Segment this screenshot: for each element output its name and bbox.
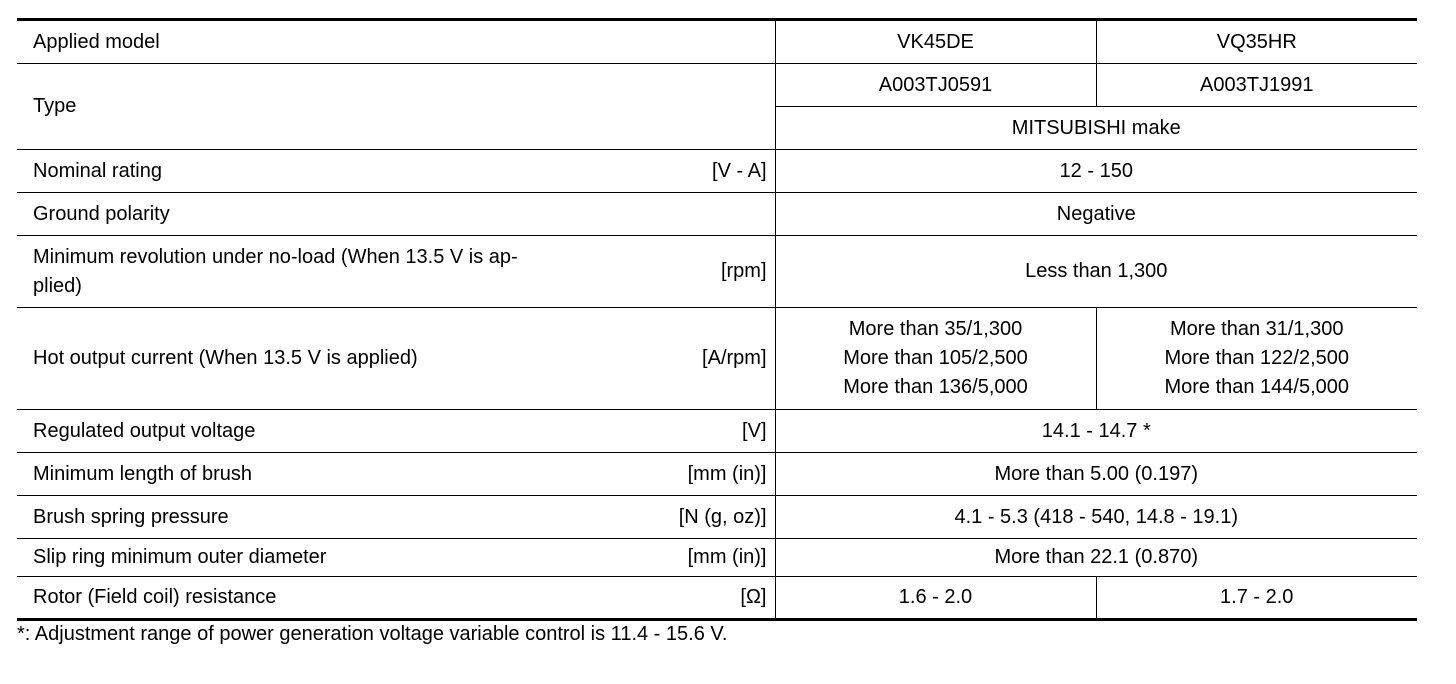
- hot-output-current-vk45de: [775, 308, 1096, 410]
- hot-output-vk45de-line: More than 35/1,300: [848, 318, 1023, 340]
- applied-model-row: [17, 20, 1417, 64]
- hot-output-vq35hr-line: More than 122/2,500: [1164, 347, 1350, 369]
- hot-output-current-unit: [A/rpm]: [617, 308, 775, 410]
- hot-output-current-row: [17, 308, 1417, 410]
- min-revolution-value: Less than 1,300: [775, 236, 1417, 308]
- rotor-resistance-unit: [Ω]: [617, 577, 775, 620]
- ground-polarity-row: [17, 193, 1417, 236]
- slip-ring-label: Slip ring minimum outer diameter: [17, 539, 617, 577]
- part-number-vk45de: A003TJ0591: [775, 64, 1096, 107]
- alternator-spec-table: [17, 18, 1417, 621]
- part-number-vq35hr: A003TJ1991: [1096, 64, 1417, 107]
- nominal-rating-value: 12 - 150: [775, 150, 1417, 193]
- hot-output-vq35hr-line: More than 31/1,300: [1170, 318, 1344, 340]
- slip-ring-row: [17, 539, 1417, 577]
- rotor-resistance-label: Rotor (Field coil) resistance: [17, 577, 617, 620]
- min-revolution-row: [17, 236, 1417, 308]
- min-revolution-label: [17, 236, 617, 308]
- model-vq35hr: VQ35HR: [1096, 20, 1417, 64]
- brush-length-row: [17, 453, 1417, 496]
- hot-output-vk45de-line: More than 105/2,500: [843, 347, 1028, 369]
- footnote: *: Adjustment range of power generation voltage variable control is 11.4 - 15.6 V.: [17, 623, 728, 645]
- brush-pressure-label: Brush spring pressure: [17, 496, 617, 539]
- hot-output-current-label: Hot output current (When 13.5 V is applied): [17, 308, 617, 410]
- slip-ring-value: More than 22.1 (0.870): [775, 539, 1417, 577]
- nominal-rating-label: Nominal rating: [17, 150, 617, 193]
- min-revolution-unit: [rpm]: [617, 236, 775, 308]
- rotor-resistance-vq35hr: 1.7 - 2.0: [1096, 577, 1417, 620]
- nominal-rating-unit: [V - A]: [617, 150, 775, 193]
- hot-output-vq35hr-line: More than 144/5,000: [1164, 376, 1350, 398]
- slip-ring-unit: [mm (in)]: [617, 539, 775, 577]
- hot-output-current-vq35hr: [1096, 308, 1417, 410]
- ground-polarity-value: Negative: [775, 193, 1417, 236]
- type-label: Type: [17, 64, 775, 150]
- min-revolution-label-line1: Minimum revolution under no-load (When 13.5 V is ap-: [33, 245, 518, 268]
- brush-pressure-row: [17, 496, 1417, 539]
- brush-length-unit: [mm (in)]: [617, 453, 775, 496]
- rotor-resistance-vk45de: 1.6 - 2.0: [775, 577, 1096, 620]
- min-revolution-label-line2: plied): [33, 274, 82, 297]
- hot-output-vk45de-line: More than 136/5,000: [843, 376, 1028, 398]
- regulated-voltage-value: 14.1 - 14.7 *: [775, 410, 1417, 453]
- make-value: MITSUBISHI make: [775, 107, 1417, 150]
- brush-length-label: Minimum length of brush: [17, 453, 617, 496]
- nominal-rating-row: [17, 150, 1417, 193]
- regulated-voltage-unit: [V]: [617, 410, 775, 453]
- brush-pressure-unit: [N (g, oz)]: [617, 496, 775, 539]
- brush-length-value: More than 5.00 (0.197): [775, 453, 1417, 496]
- brush-pressure-value: 4.1 - 5.3 (418 - 540, 14.8 - 19.1): [775, 496, 1417, 539]
- model-vk45de: VK45DE: [775, 20, 1096, 64]
- type-row: [17, 64, 1417, 107]
- rotor-resistance-row: [17, 577, 1417, 620]
- applied-model-label: Applied model: [17, 20, 775, 64]
- ground-polarity-label: Ground polarity: [17, 193, 775, 236]
- regulated-voltage-label: Regulated output voltage: [17, 410, 617, 453]
- regulated-voltage-row: [17, 410, 1417, 453]
